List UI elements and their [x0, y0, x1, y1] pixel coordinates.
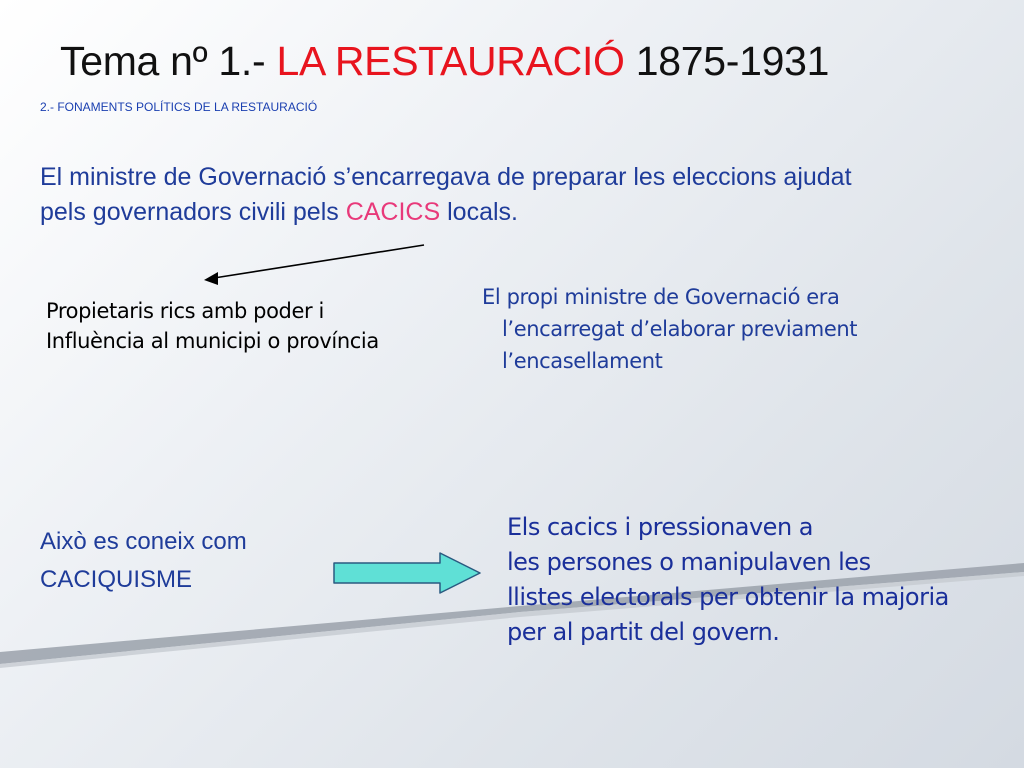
intro-paragraph	[40, 160, 1000, 230]
intro-line-1: El ministre de Governació s’encarregava de preparar les eleccions ajudat	[40, 163, 852, 191]
slide-title	[60, 38, 829, 85]
pressure-line-4: per al partit del govern.	[507, 618, 780, 646]
minister-line-3: l’encasellament	[502, 349, 663, 373]
intro-line-2	[40, 195, 1000, 230]
caciques-line-2: Influència al municipi o província	[46, 329, 379, 353]
block-arrow-right-icon	[334, 553, 480, 593]
title-prefix: Tema nº 1.-	[60, 38, 277, 84]
minister-line-1: El propi ministre de Governació era	[482, 285, 840, 309]
caciquisme-label	[40, 523, 247, 599]
slide-subtitle: 2.- FONAMENTS POLÍTICS DE LA RESTAURACIÓ	[40, 100, 318, 114]
caciquisme-line-2: CACIQUISME	[40, 566, 193, 593]
minister-line-2: l’encarregat d’elaborar previament	[502, 317, 858, 341]
pressure-line-1: Els cacics i pressionaven a	[507, 513, 813, 541]
cacics-keyword: CACICS	[345, 198, 441, 226]
title-highlight: LA RESTAURACIÓ	[276, 38, 625, 84]
intro-line-2-start: pels governadors civili pels	[40, 198, 346, 226]
pressure-explanation	[507, 510, 949, 650]
pressure-line-2: les persones o manipulaven les	[507, 548, 871, 576]
caciques-line-1: Propietaris rics amb poder i	[46, 299, 324, 323]
caciques-definition	[46, 296, 379, 356]
pressure-line-3: llistes electorals per obtenir la majoria	[507, 583, 949, 611]
caciquisme-line-1: Això es coneix com	[40, 528, 247, 555]
arrow-left-down-icon	[204, 245, 424, 285]
title-suffix: 1875-1931	[624, 38, 830, 84]
minister-note	[482, 281, 857, 377]
intro-line-2-end: locals.	[440, 198, 518, 226]
